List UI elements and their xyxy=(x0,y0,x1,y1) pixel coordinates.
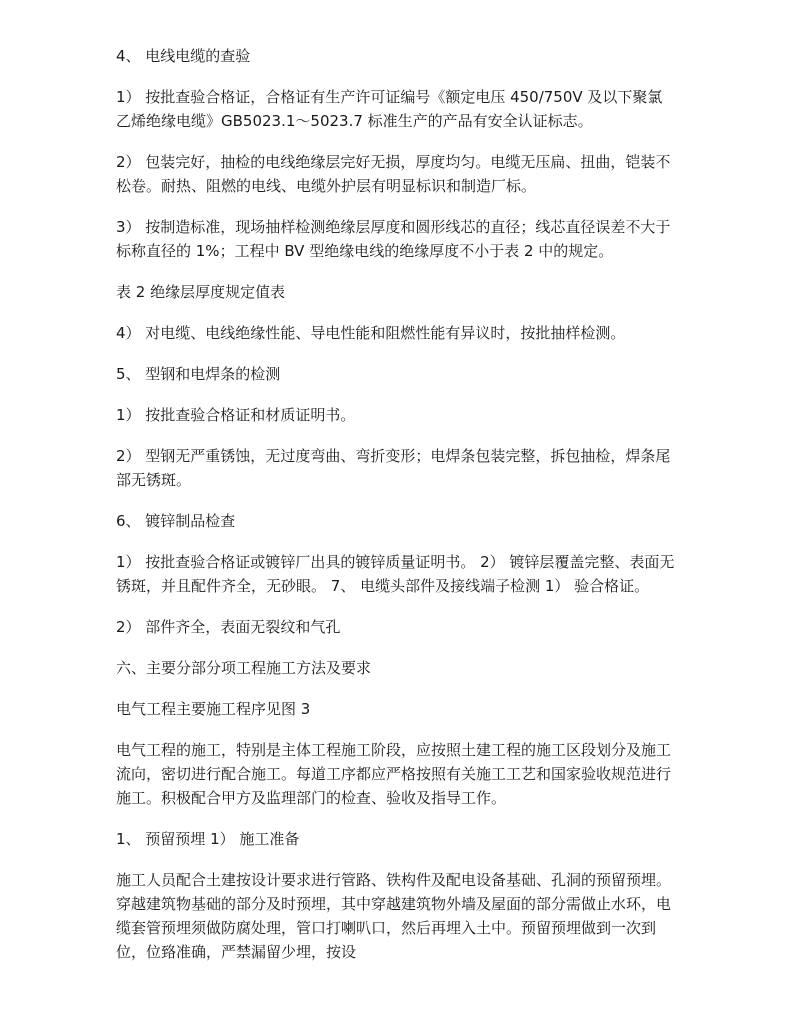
section-heading: 6、 镀锌制品检查 xyxy=(116,512,236,530)
paragraph: 1） 按批查验合格证或镀锌厂出具的镀锌质量证明书。 2） 镀锌层覆盖完整、表面无锈斑，并且配件齐全，无砂眼。 7、 电缆头部件及接线端子检测 1） 验合格证。 xyxy=(116,553,675,595)
section-heading: 5、 型钢和电焊条的检测 xyxy=(116,365,281,383)
paragraph: 3） 按制造标准，现场抽样检测绝缘层厚度和圆形线芯的直径；线芯直径误差不大于标称直径的 1%；工程中 BV 型绝缘电线的绝缘厚度不小于表 2 中的规定。 xyxy=(116,218,671,260)
paragraph: 2） 包装完好，抽检的电线绝缘层完好无损，厚度均匀。电缆无压扁、扭曲，铠装不松卷。耐热、阻燃的电线、电缆外护层有明显标识和制造厂标。 xyxy=(116,153,671,195)
paragraph: 施工人员配合土建按设计要求进行管路、铁构件及配电设备基础、孔洞的预留预埋。穿越建筑物基础的部分及时预埋，其中穿越建筑物外墙及屋面的部分需做止水环，电缆套管预埋须做防腐处理，管口打喇叭口，然后再埋入土中。预留预埋做到一次到位，位臵准确，严禁漏留少埋，按设 xyxy=(116,871,672,961)
paragraph: 1） 按批查验合格证，合格证有生产许可证编号《额定电压 450/750V 及以下聚氯乙烯绝缘电缆》GB5023.1～5023.7 标准生产的产品有安全认证标志。 xyxy=(116,88,663,130)
paragraph: 电气工程的施工，特别是主体工程施工阶段，应按照土建工程的施工区段划分及施工流向，密切进行配合施工。每道工序都应严格按照有关施工工艺和国家验收规范进行施工。积极配合甲方及监理部门的检查、验收及指导工作。 xyxy=(116,741,672,807)
paragraph: 2） 部件齐全，表面无裂纹和气孔 xyxy=(116,618,341,636)
paragraph: 2） 型钢无严重锈蚀，无过度弯曲、弯折变形；电焊条包装完整，拆包抽检，焊条尾部无锈斑。 xyxy=(116,447,671,489)
section-heading: 1、 预留预埋 1） 施工准备 xyxy=(116,830,300,848)
paragraph: 电气工程主要施工程序见图 3 xyxy=(116,700,311,718)
chapter-heading: 六、主要分部分项工程施工方法及要求 xyxy=(116,659,372,677)
table-caption: 表 2 绝缘层厚度规定值表 xyxy=(116,283,286,301)
section-heading: 4、 电线电缆的查验 xyxy=(116,47,251,65)
paragraph: 1） 按批查验合格证和材质证明书。 xyxy=(116,406,356,424)
document-body xyxy=(116,44,676,981)
paragraph: 4） 对电缆、电线绝缘性能、导电性能和阻燃性能有异议时，按批抽样检测。 xyxy=(116,324,626,342)
